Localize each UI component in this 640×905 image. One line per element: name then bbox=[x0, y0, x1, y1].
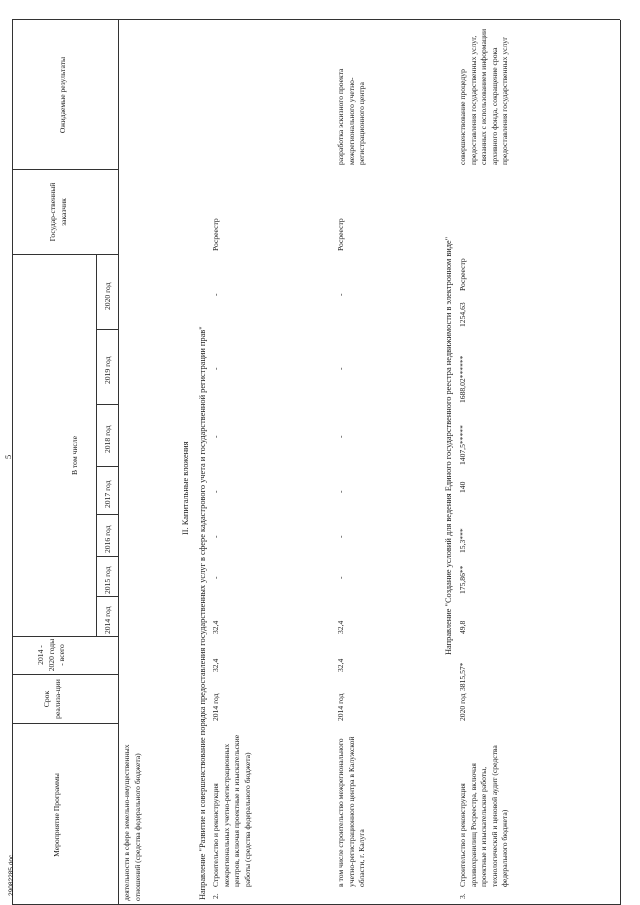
row-2-v2017: - bbox=[211, 490, 220, 493]
header-year-2019: 2019 год bbox=[103, 356, 112, 384]
table-border-right bbox=[12, 19, 620, 20]
row-2-term: 2014 год bbox=[211, 693, 220, 721]
col-line-y2016 bbox=[96, 556, 118, 557]
row-2-total: 32,4 bbox=[211, 658, 220, 672]
header-year-2015: 2015 год bbox=[103, 566, 112, 594]
row-2-v2015: - bbox=[211, 576, 220, 579]
table-border-top bbox=[12, 20, 13, 905]
row-3-total: 3815,57* bbox=[458, 662, 467, 691]
header-customer: Государ-ственный заказчик bbox=[48, 182, 68, 242]
header-year-2017: 2017 год bbox=[103, 480, 112, 508]
row-2a-result: разработка эскизного проекта межрегионального учетно-регистрационного центра bbox=[336, 68, 366, 165]
row-2a-total: 32,4 bbox=[336, 658, 345, 672]
footer-filename-box bbox=[8, 848, 20, 896]
row-2a-event: в том числе строительство межрегионального учетно-регистрационного центра в Калужской области, г. Калуга bbox=[336, 736, 366, 887]
section-title: II. Капитальные вложения bbox=[181, 441, 190, 535]
col-line-term bbox=[12, 723, 118, 724]
col-line-customer bbox=[12, 254, 118, 255]
col-line-total bbox=[12, 674, 118, 675]
row-3-v2020: 1254,63 bbox=[458, 302, 467, 327]
row-2a-v2018: - bbox=[336, 435, 345, 438]
col-line-y2015 bbox=[96, 596, 118, 597]
row-2-event: Строительство и реконструкция межрегиональных учетно-регистрационных центров, включая проектные и изыскательские работы (средства федерального бюджета) bbox=[211, 734, 252, 887]
row-3-v2019: 1688,02****** bbox=[458, 355, 467, 403]
col-line-y2017 bbox=[96, 514, 118, 515]
col-line-y2018 bbox=[96, 466, 118, 467]
row-3-term: 2020 год bbox=[458, 693, 467, 721]
row-2-num: 2. bbox=[211, 893, 220, 899]
direction-2: Направление "Создание условий для ведения Единого государственного реестра недвижимости в электронном виде" bbox=[444, 236, 453, 655]
table-border-bottom bbox=[620, 20, 621, 905]
direction-1: Направление "Развитие и совершенствование порядка предоставления государственных услуг в сфере кадастрового учета и государственной регистрации прав" bbox=[198, 326, 207, 900]
header-incl: В том числе bbox=[70, 436, 79, 475]
incl-divider-line bbox=[96, 255, 97, 637]
row-3-event: Строительство и реконструкция архивохранилищ Росреестра, включая проектные и изыскательские работы, технологический и ценовой аудит (средства федерального бюджета) bbox=[458, 745, 509, 887]
row-3-v2014: 49,8 bbox=[458, 620, 467, 634]
row-2a-v2019: - bbox=[336, 367, 345, 370]
row-2a-v2016: - bbox=[336, 535, 345, 538]
row-3-v2016: 15,3*** bbox=[458, 528, 467, 553]
header-results: Ожидаемые результаты bbox=[58, 56, 67, 134]
row-2-v2014: 32,4 bbox=[211, 620, 220, 634]
col-line-y2014 bbox=[12, 636, 118, 637]
row-3-customer: Росреестр bbox=[458, 258, 467, 291]
row-2-v2019: - bbox=[211, 367, 220, 370]
header-bottom-line bbox=[118, 20, 119, 905]
header-year-2018: 2018 год bbox=[103, 425, 112, 453]
col-line-results bbox=[12, 169, 118, 170]
row-3-v2018: 1407,5***** bbox=[458, 425, 467, 465]
row-2a-v2014: 32,4 bbox=[336, 620, 345, 634]
col-line-y2020 bbox=[96, 329, 118, 330]
header-year-2020: 2020 год bbox=[103, 282, 112, 310]
row-2-v2016: - bbox=[211, 535, 220, 538]
header-term: Срок реализа-ции bbox=[42, 679, 62, 719]
row-3-v2015: 175,86** bbox=[458, 565, 467, 594]
row-2a-v2017: - bbox=[336, 490, 345, 493]
col-line-y2019 bbox=[96, 404, 118, 405]
page-number: 5 bbox=[4, 454, 13, 459]
row-2-v2018: - bbox=[211, 435, 220, 438]
row-2-customer: Росреестр bbox=[211, 218, 220, 251]
header-year-2014: 2014 год bbox=[103, 606, 112, 634]
row-2-v2020: - bbox=[211, 293, 220, 296]
row-2a-customer: Росреестр bbox=[336, 218, 345, 251]
header-total: 2014 - 2020 годы - всего bbox=[36, 638, 66, 672]
row-3-num: 3. bbox=[458, 893, 467, 899]
row-3-result: совершенствование процедур предоставления государственных услуг, связанных с использованием информации архивного фонда, сокращение срока предоставления государственных услуг bbox=[458, 28, 509, 165]
footer-filename: 29082285.doc bbox=[8, 854, 15, 896]
header-year-2016: 2016 год bbox=[103, 525, 112, 553]
carry-text: деятельности в сфере земельно-имущественных отношений (средства федерального бюджета) bbox=[122, 744, 142, 901]
row-2a-term: 2014 год bbox=[336, 693, 345, 721]
row-2a-v2020: - bbox=[336, 293, 345, 296]
header-event: Мероприятие Программы bbox=[52, 773, 61, 857]
row-2a-v2015: - bbox=[336, 576, 345, 579]
row-3-v2017: 140 bbox=[458, 481, 467, 493]
